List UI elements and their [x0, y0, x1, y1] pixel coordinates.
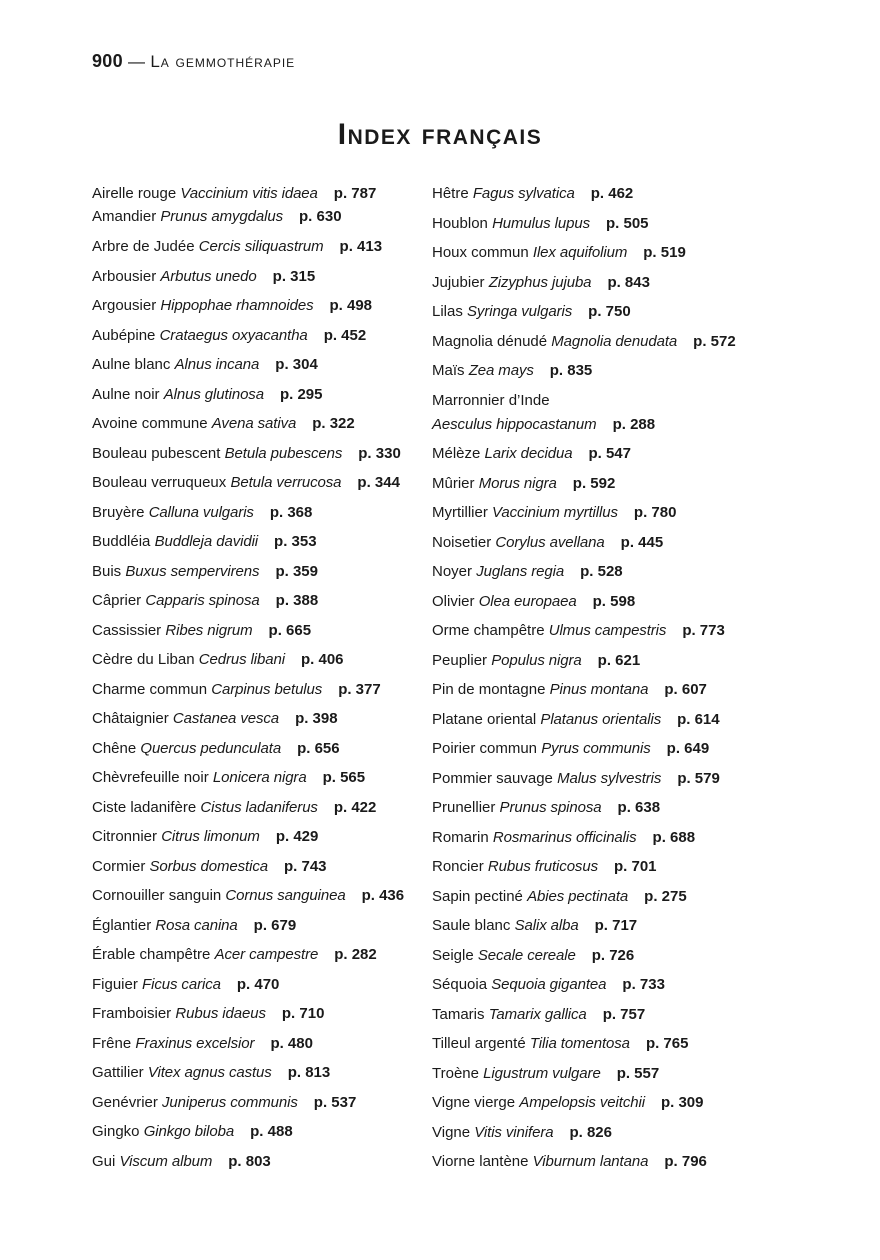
latin-name: Ulmus campestris	[548, 622, 667, 639]
french-name: Buis	[92, 562, 122, 580]
index-entry	[92, 1122, 293, 1142]
index-entry	[92, 184, 376, 204]
latin-name: Syringa vulgaris	[467, 303, 573, 320]
page-reference: p. 304	[275, 356, 318, 373]
french-name: Airelle rouge	[92, 185, 177, 202]
french-name: Cornouiller sanguin	[92, 887, 222, 904]
page-reference: p. 368	[269, 503, 313, 521]
latin-name: Corylus avellana	[495, 533, 605, 551]
index-entry	[432, 444, 631, 464]
latin-name: Prunus spinosa	[499, 799, 602, 816]
index-entry	[92, 385, 322, 405]
latin-name: Arbutus unedo	[160, 267, 257, 285]
page-reference: p. 579	[677, 769, 720, 787]
page-reference: p. 649	[666, 740, 710, 757]
french-name: Arbousier	[92, 267, 157, 285]
latin-name: Rosmarinus officinalis	[492, 828, 637, 846]
french-name: Noisetier	[432, 533, 492, 551]
french-name: Tamaris	[432, 1005, 485, 1023]
french-name: Citronnier	[92, 828, 158, 845]
page-reference: p. 780	[633, 504, 677, 521]
french-name: Charme commun	[92, 680, 208, 698]
latin-name: Abies pectinata	[527, 887, 629, 905]
french-name: Cormier	[92, 857, 146, 875]
latin-name: Populus nigra	[491, 651, 582, 669]
index-entry	[92, 326, 366, 346]
page-reference: p. 295	[279, 385, 323, 403]
page-reference: p. 519	[643, 244, 686, 261]
index-entry	[92, 827, 318, 847]
page-reference: p. 726	[591, 946, 635, 964]
page-reference: p. 813	[287, 1064, 331, 1081]
page-number: 900	[92, 51, 123, 71]
french-name: Bouleau verruqueux	[92, 474, 227, 491]
french-name: Ciste ladanifère	[92, 798, 197, 816]
page-reference: p. 826	[569, 1123, 612, 1141]
page-reference: p. 462	[590, 185, 634, 202]
french-name: Chêne	[92, 739, 137, 757]
page-reference: p. 688	[652, 828, 696, 846]
page-reference: p. 701	[613, 858, 657, 875]
latin-name: Sorbus domestica	[149, 857, 268, 875]
index-entry	[92, 473, 400, 493]
latin-name: Zea mays	[468, 362, 534, 379]
page-reference: p. 557	[616, 1064, 660, 1082]
page-reference: p. 488	[250, 1123, 293, 1140]
latin-name: Fagus sylvatica	[472, 185, 575, 202]
latin-name: Fraxinus excelsior	[135, 1034, 255, 1052]
page-reference: p. 607	[664, 681, 707, 698]
french-name: Sapin pectiné	[432, 887, 523, 905]
french-name: Églantier	[92, 916, 152, 934]
french-name: Lilas	[432, 303, 463, 320]
index-entry	[92, 1004, 324, 1024]
latin-name: Ribes nigrum	[165, 621, 253, 639]
latin-name: Rubus idaeus	[175, 1005, 266, 1022]
index-entry	[92, 296, 372, 316]
page-reference: p. 614	[677, 710, 720, 728]
latin-name: Secale cereale	[477, 946, 576, 964]
latin-name: Larix decidua	[484, 445, 573, 462]
page-reference: p. 773	[682, 622, 725, 639]
page-reference: p. 413	[339, 238, 383, 255]
french-name: Érable champêtre	[92, 946, 211, 963]
page-reference: p. 843	[607, 273, 650, 291]
latin-name: Pinus montana	[549, 681, 649, 698]
french-name: Prunellier	[432, 799, 496, 816]
french-name: Arbre de Judée	[92, 238, 195, 255]
index-entry	[92, 207, 342, 227]
french-name: Viorne lantène	[432, 1153, 529, 1170]
latin-name: Rubus fruticosus	[487, 858, 598, 875]
french-name: Genévrier	[92, 1093, 158, 1111]
page-reference: p. 750	[588, 303, 631, 320]
french-name: Avoine commune	[92, 415, 208, 432]
french-name: Marronnier d’Inde	[432, 392, 550, 409]
latin-name: Prunus amygdalus	[160, 208, 284, 225]
page-reference: p. 388	[275, 592, 319, 609]
index-entry	[432, 946, 634, 966]
page-reference: p. 505	[605, 214, 649, 232]
page-reference: p. 757	[602, 1005, 646, 1023]
latin-name: Vitex agnus castus	[147, 1064, 272, 1081]
page-reference: p. 565	[322, 769, 366, 786]
page-reference: p. 665	[268, 621, 312, 639]
latin-name: Tilia tomentosa	[529, 1035, 630, 1052]
running-head	[92, 51, 295, 72]
page-reference: p. 445	[620, 533, 664, 551]
latin-name: Ligustrum vulgare	[483, 1064, 601, 1082]
index-entry	[432, 592, 635, 612]
latin-name: Ficus carica	[142, 975, 221, 993]
page-reference: p. 309	[660, 1094, 704, 1111]
french-name: Peuplier	[432, 651, 488, 669]
latin-name: Juniperus communis	[162, 1093, 298, 1111]
french-name: Noyer	[432, 563, 473, 580]
french-name: Gui	[92, 1152, 116, 1170]
page-reference: p. 547	[588, 445, 631, 462]
french-name: Figuier	[92, 975, 138, 993]
french-name: Cassissier	[92, 621, 162, 639]
page-reference: p. 288	[612, 416, 656, 433]
french-name: Bruyère	[92, 503, 145, 521]
page-reference: p. 344	[357, 474, 400, 491]
page-reference: p. 537	[313, 1093, 357, 1111]
index-entry	[92, 680, 381, 700]
page-reference: p. 470	[236, 975, 280, 993]
latin-name: Aesculus hippocastanum	[432, 416, 597, 433]
latin-name: Castanea vesca	[172, 710, 280, 727]
french-name: Aulne noir	[92, 385, 160, 403]
index-entry	[92, 768, 365, 788]
french-name: Jujubier	[432, 273, 485, 291]
page-reference: p. 656	[297, 739, 340, 757]
page-reference: p. 330	[358, 444, 401, 462]
page-reference: p. 528	[580, 563, 623, 580]
page-reference: p. 322	[312, 415, 355, 432]
latin-name: Cercis siliquastrum	[198, 238, 324, 255]
french-name: Vigne	[432, 1123, 471, 1141]
index-entry	[92, 267, 315, 287]
french-name: Poirier commun	[432, 740, 538, 757]
index-entry	[92, 237, 382, 257]
latin-name: Quercus pedunculata	[140, 739, 282, 757]
french-name: Pin de montagne	[432, 681, 546, 698]
page-reference: p. 733	[622, 976, 665, 993]
index-entry	[92, 739, 340, 759]
index-entry	[432, 739, 709, 759]
latin-name: Vaccinium myrtillus	[492, 504, 618, 521]
latin-name: Carpinus betulus	[211, 680, 323, 698]
page-reference: p. 398	[295, 710, 338, 727]
french-name: Châtaignier	[92, 710, 169, 727]
french-name: Seigle	[432, 946, 474, 964]
french-name: Mélèze	[432, 445, 481, 462]
latin-name: Buddleja davidii	[154, 533, 259, 550]
french-name: Aulne blanc	[92, 356, 171, 373]
index-entry	[92, 798, 376, 818]
page-reference: p. 359	[275, 562, 318, 580]
latin-name: Humulus lupus	[492, 214, 590, 232]
french-name: Cèdre du Liban	[92, 651, 195, 668]
index-entry	[92, 1093, 356, 1113]
french-name: Houx commun	[432, 244, 529, 261]
french-name: Bouleau pubescent	[92, 444, 221, 462]
french-name: Romarin	[432, 828, 489, 846]
page-reference: p. 436	[361, 887, 405, 904]
index-entry	[432, 474, 615, 494]
index-entry	[432, 332, 736, 352]
index-entry	[432, 214, 649, 234]
index-entry	[92, 650, 344, 670]
index-entry	[432, 621, 725, 641]
latin-name: Crataegus oxyacantha	[159, 326, 308, 344]
french-name: Roncier	[432, 858, 484, 875]
index-entry	[432, 710, 720, 730]
page-reference: p. 572	[693, 332, 736, 350]
french-name: Troène	[432, 1064, 479, 1082]
latin-name: Viscum album	[119, 1152, 213, 1170]
latin-name: Rosa canina	[155, 916, 238, 934]
latin-name: Alnus incana	[174, 356, 260, 373]
index-entry	[92, 562, 318, 582]
french-name: Frêne	[92, 1034, 132, 1052]
book-title: La gemmothérapie	[150, 52, 296, 71]
index-entry	[432, 651, 640, 671]
latin-name: Tamarix gallica	[488, 1005, 587, 1023]
index-entry	[432, 1093, 703, 1113]
page-reference: p. 315	[272, 267, 316, 285]
latin-name: Pyrus communis	[541, 740, 651, 757]
index-entry	[432, 680, 707, 700]
latin-name: Citrus limonum	[161, 828, 260, 845]
latin-name: Buxus sempervirens	[125, 562, 260, 580]
index-entry	[432, 503, 676, 523]
latin-name: Juglans regia	[476, 563, 565, 580]
latin-name: Hippophae rhamnoides	[160, 297, 314, 314]
french-name: Amandier	[92, 208, 157, 225]
french-name: Saule blanc	[432, 917, 511, 934]
french-name: Mûrier	[432, 474, 475, 492]
page-reference: p. 835	[549, 362, 593, 379]
latin-name: Lonicera nigra	[212, 769, 307, 786]
page-reference: p. 498	[329, 297, 373, 314]
latin-name: Betula verrucosa	[230, 474, 342, 491]
index-entry	[92, 414, 355, 434]
latin-name: Morus nigra	[478, 474, 557, 492]
index-entry	[92, 975, 279, 995]
page-reference: p. 630	[299, 208, 342, 225]
french-name: Maïs	[432, 362, 465, 379]
french-name: Houblon	[432, 214, 488, 232]
latin-name: Cornus sanguinea	[225, 887, 346, 904]
page-reference: p. 803	[228, 1152, 271, 1170]
page-reference: p. 282	[334, 946, 377, 963]
page-reference: p. 765	[645, 1035, 689, 1052]
index-entry	[432, 361, 592, 381]
french-name: Séquoia	[432, 976, 488, 993]
french-name: Orme champêtre	[432, 622, 545, 639]
index-entry	[432, 769, 720, 789]
index-entry	[432, 828, 695, 848]
header-separator: —	[127, 52, 146, 71]
latin-name: Platanus orientalis	[540, 710, 662, 728]
french-name: Tilleul argenté	[432, 1035, 526, 1052]
index-entry	[432, 798, 660, 818]
latin-name: Acer campestre	[214, 946, 319, 963]
latin-name: Vitis vinifera	[474, 1123, 554, 1141]
page-reference: p. 598	[592, 592, 636, 610]
page-reference: p. 429	[275, 828, 319, 845]
latin-name: Vaccinium vitis idaea	[180, 185, 318, 202]
french-name: Buddléia	[92, 533, 151, 550]
index-entry	[432, 1034, 688, 1054]
french-name: Framboisier	[92, 1005, 172, 1022]
french-name: Gattilier	[92, 1064, 144, 1081]
index-entry	[92, 709, 338, 729]
index-entry	[432, 533, 663, 553]
page-reference: p. 377	[338, 680, 381, 698]
latin-name: Cistus ladaniferus	[200, 798, 318, 816]
latin-name: Capparis spinosa	[145, 592, 260, 609]
index-entry	[92, 503, 312, 523]
french-name: Chèvrefeuille noir	[92, 769, 209, 786]
french-name: Câprier	[92, 592, 142, 609]
index-entry	[92, 1152, 271, 1172]
page-reference: p. 275	[644, 887, 687, 905]
latin-name: Viburnum lantana	[532, 1153, 649, 1170]
page-reference: p. 480	[270, 1034, 313, 1052]
french-name: Hêtre	[432, 185, 469, 202]
index-entry	[432, 184, 633, 204]
index-entry	[92, 621, 311, 641]
page-reference: p. 679	[253, 916, 297, 934]
index-entry	[432, 916, 637, 936]
index-entry	[432, 302, 631, 322]
page-reference: p. 743	[283, 857, 327, 875]
index-entry	[432, 1005, 645, 1025]
page-reference: p. 787	[333, 185, 377, 202]
index-entry	[432, 391, 655, 435]
latin-name: Calluna vulgaris	[148, 503, 254, 521]
latin-name: Betula pubescens	[224, 444, 343, 462]
index-entry	[432, 887, 687, 907]
index-entry	[432, 1064, 659, 1084]
index-entry	[92, 916, 296, 936]
index-entry	[92, 355, 318, 375]
index-entry	[92, 1034, 313, 1054]
page-reference: p. 353	[274, 533, 317, 550]
page-reference: p. 406	[301, 651, 344, 668]
index-entry	[432, 1152, 707, 1172]
index-entry	[92, 857, 327, 877]
index-entry	[92, 532, 317, 552]
index-entry	[92, 444, 401, 464]
index-entry	[432, 975, 665, 995]
latin-name: Cedrus libani	[198, 651, 285, 668]
page-reference: p. 592	[572, 474, 616, 492]
index-entry	[92, 945, 377, 965]
latin-name: Olea europaea	[478, 592, 577, 610]
french-name: Pommier sauvage	[432, 769, 553, 787]
latin-name: Salix alba	[514, 917, 579, 934]
french-name: Aubépine	[92, 326, 156, 344]
french-name: Myrtillier	[432, 504, 488, 521]
index-entry	[432, 1123, 612, 1143]
latin-name: Avena sativa	[211, 415, 297, 432]
page-reference: p. 638	[617, 799, 661, 816]
page-reference: p. 710	[281, 1005, 325, 1022]
french-name: Gingko	[92, 1123, 140, 1140]
latin-name: Zizyphus jujuba	[488, 273, 592, 291]
index-entry	[92, 1063, 330, 1083]
index-entry	[432, 273, 650, 293]
page-reference: p. 422	[333, 798, 377, 816]
latin-name: Ginkgo biloba	[143, 1123, 235, 1140]
latin-name: Alnus glutinosa	[163, 385, 264, 403]
page-reference: p. 796	[664, 1153, 707, 1170]
page-title: Index français	[337, 118, 543, 151]
latin-name: Sequoia gigantea	[491, 976, 607, 993]
latin-name: Ampelopsis veitchii	[519, 1094, 645, 1111]
french-name: Magnolia dénudé	[432, 332, 548, 350]
page-reference: p. 621	[597, 651, 641, 669]
french-name: Argousier	[92, 297, 157, 314]
index-entry	[432, 243, 686, 263]
french-name: Olivier	[432, 592, 475, 610]
index-entry	[432, 562, 623, 582]
french-name: Platane oriental	[432, 710, 537, 728]
index-entry	[432, 857, 657, 877]
latin-name: Magnolia denudata	[551, 332, 678, 350]
latin-name: Malus sylvestris	[557, 769, 662, 787]
latin-name: Ilex aquifolium	[532, 244, 628, 261]
index-entry	[92, 591, 318, 611]
page-reference: p. 452	[323, 326, 367, 344]
french-name: Vigne vierge	[432, 1094, 516, 1111]
page-reference: p. 717	[594, 917, 638, 934]
index-entry	[92, 886, 404, 906]
